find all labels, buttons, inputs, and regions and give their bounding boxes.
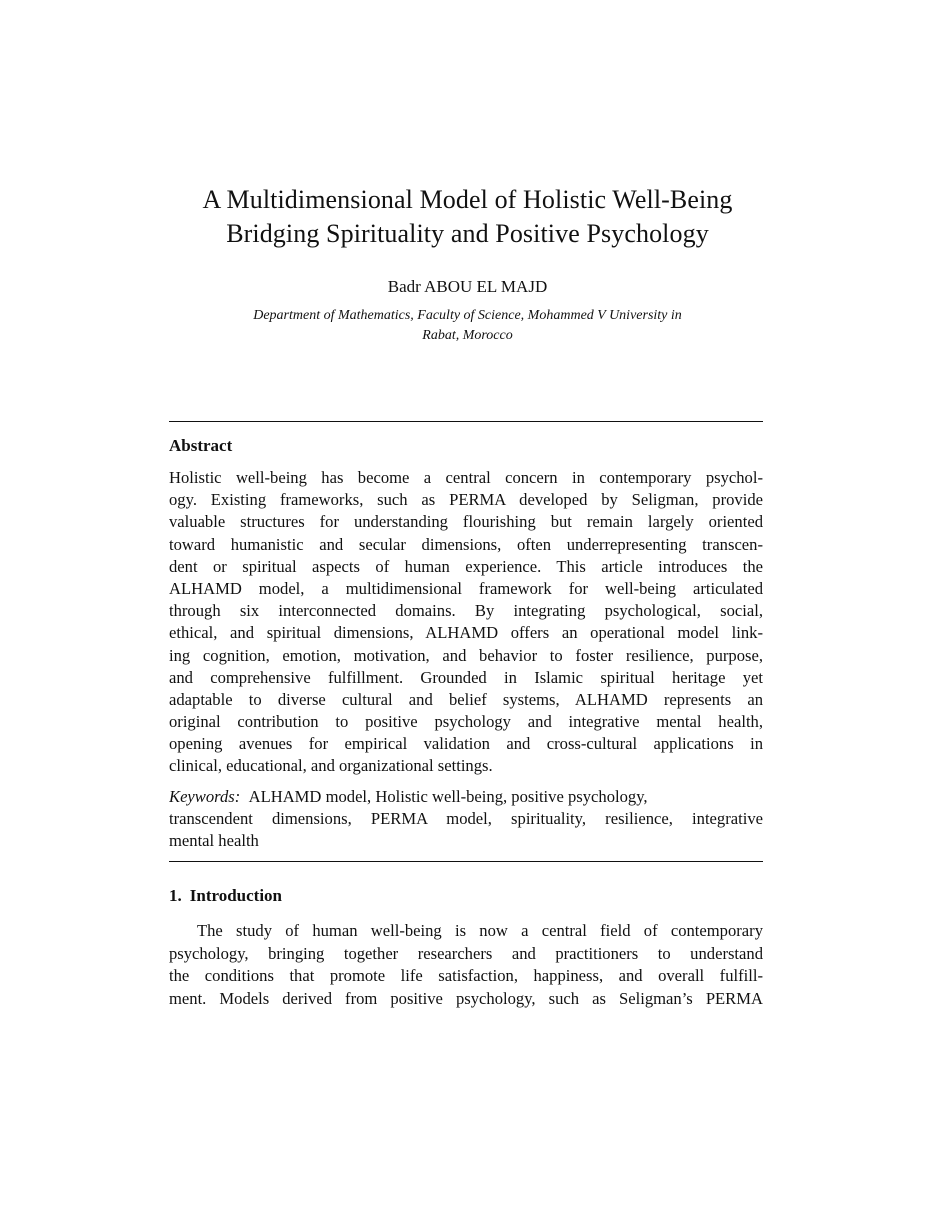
keywords-line: transcendent dimensions, PERMA model, spirituality, resilience, integrative [169, 809, 763, 829]
introduction-text [169, 920, 763, 1011]
paper-title [120, 183, 815, 251]
section-heading-introduction [169, 885, 282, 907]
affiliation-line: Rabat, Morocco [422, 328, 513, 343]
abstract-line: dent or spiritual aspects of human experience. This article introduces the [169, 556, 763, 576]
introduction-line: the conditions that promote life satisfaction, happiness, and overall fulfill- [169, 966, 763, 986]
keywords-line: mental health [169, 831, 259, 851]
abstract-bottom-rule [169, 861, 763, 862]
abstract-heading: Abstract [169, 436, 233, 455]
abstract-top-rule [169, 421, 763, 422]
abstract-line: original contribution to positive psychology and integrative mental health, [169, 712, 763, 732]
section-title: Introduction [189, 886, 283, 905]
abstract-line: ALHAMD model, a multidimensional framework for well-being articulated [169, 578, 763, 598]
abstract-line: through six interconnected domains. By integrating psychological, social, [169, 601, 763, 621]
abstract-line: toward humanistic and secular dimensions, often underrepresenting transcen- [169, 534, 763, 554]
abstract-line: ethical, and spiritual dimensions, ALHAMD offers an operational model link- [169, 623, 763, 643]
keywords-text: ALHAMD model, Holistic well-being, positive psychology, [248, 787, 648, 806]
abstract-line: opening avenues for empirical validation and cross-cultural applications in [169, 734, 763, 754]
title-line: Bridging Spirituality and Positive Psychology [226, 219, 709, 248]
abstract-line: and comprehensive fulfillment. Grounded in Islamic spiritual heritage yet [169, 667, 763, 687]
keywords-line [169, 786, 763, 808]
abstract-line: ing cognition, emotion, motivation, and behavior to foster resilience, purpose, [169, 645, 763, 665]
affiliation-line: Department of Mathematics, Faculty of Science, Mohammed V University in [253, 308, 682, 323]
author-name: Badr ABOU EL MAJD [387, 277, 548, 296]
abstract-text [169, 467, 763, 778]
author-affiliation [180, 306, 755, 346]
keywords-block [169, 786, 763, 853]
abstract-line: adaptable to diverse cultural and belief systems, ALHAMD represents an [169, 689, 763, 709]
introduction-line: ment. Models derived from positive psychology, such as Seligman’s PERMA [169, 989, 763, 1009]
abstract-line: ogy. Existing frameworks, such as PERMA developed by Seligman, provide [169, 490, 763, 510]
keywords-label: Keywords: [169, 787, 241, 806]
introduction-line: psychology, bringing together researchers and practitioners to understand [169, 943, 763, 963]
section-number: 1. [169, 886, 182, 905]
introduction-line: The study of human well-being is now a central field of contemporary [197, 921, 763, 940]
abstract-line: clinical, educational, and organizational settings. [169, 756, 493, 776]
abstract-line: valuable structures for understanding flourishing but remain largely oriented [169, 512, 763, 532]
abstract-line: Holistic well-being has become a central concern in contemporary psychol- [169, 468, 763, 487]
title-line: A Multidimensional Model of Holistic Well-Being [202, 185, 733, 214]
